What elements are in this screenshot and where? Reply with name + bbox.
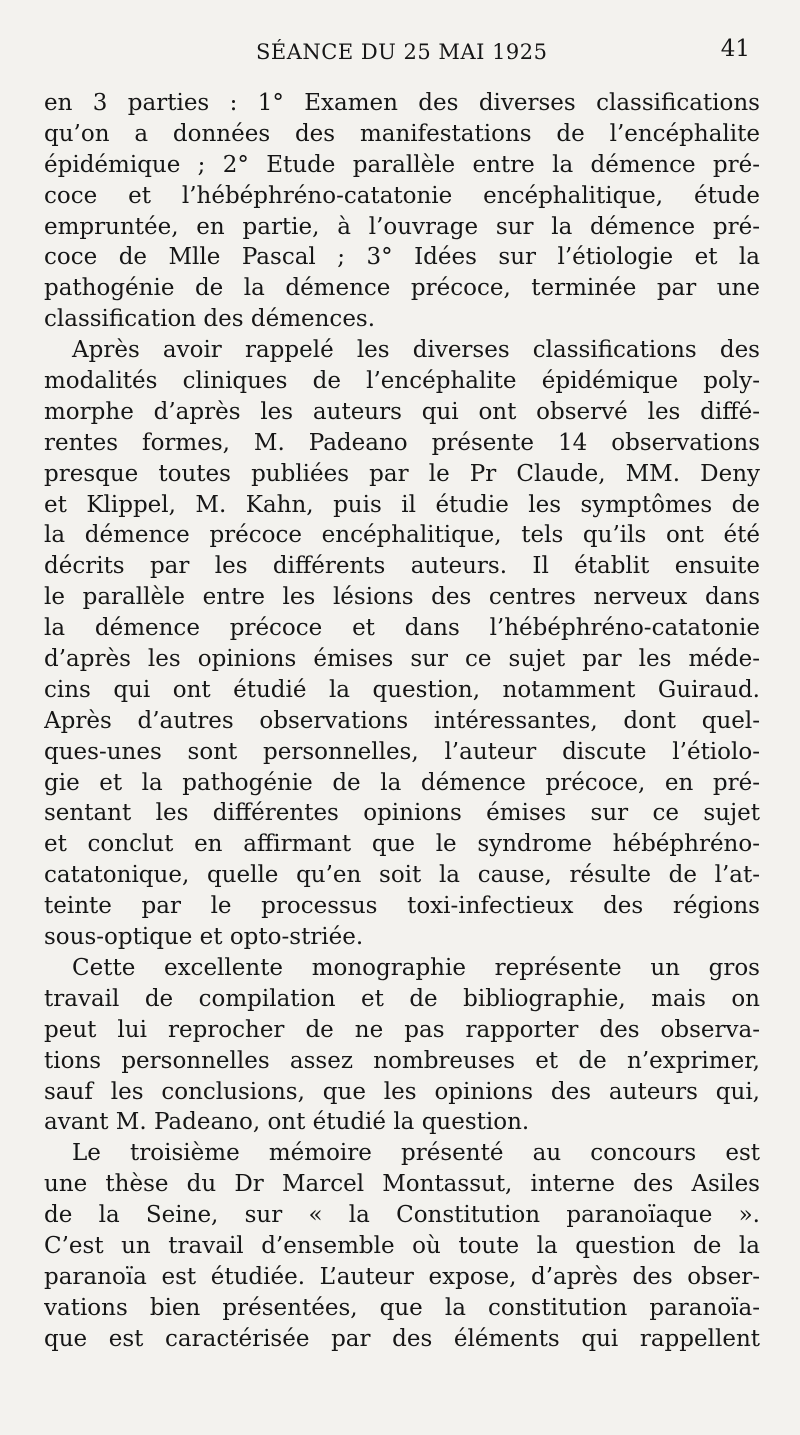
text-line: sous-optique et opto-striée.	[44, 924, 364, 951]
text-line: peut lui reprocher de ne pas rapporter des observa-	[44, 1016, 760, 1043]
text-line: que est caractérisée par des éléments qui rappellent	[44, 1325, 760, 1352]
text-line: C’est un travail d’ensemble où toute la question de la	[44, 1232, 760, 1259]
text-line: la démence précoce encéphalitique, tels qu’ils ont été	[44, 522, 760, 549]
text-line: gie et la pathogénie de la démence précoce, en pré-	[44, 769, 760, 796]
text-line: morphe d’après les auteurs qui ont observé les diffé-	[44, 398, 760, 425]
text-line: et conclut en affirmant que le syndrome hébéphréno-	[44, 831, 760, 858]
text-line: de la Seine, sur « la Constitution paranoïaque ».	[44, 1202, 760, 1229]
text-line: cins qui ont étudié la question, notamment Guiraud.	[44, 676, 760, 703]
text-line: Le troisième mémoire présenté au concours est	[72, 1140, 760, 1167]
page-number: 41	[720, 36, 750, 62]
text-line: pathogénie de la démence précoce, terminée par une	[44, 275, 760, 302]
text-line: Après avoir rappelé les diverses classifications des	[72, 337, 760, 364]
text-line: qu’on a données des manifestations de l’encéphalite	[44, 120, 760, 147]
text-line: sentant les différentes opinions émises sur ce sujet	[44, 800, 760, 827]
text-line: décrits par les différents auteurs. Il établit ensuite	[44, 553, 760, 580]
text-line: teinte par le processus toxi-infectieux des régions	[44, 893, 760, 920]
text-line: la démence précoce et dans l’hébéphréno-catatonie	[44, 615, 760, 642]
text-line: une thèse du Dr Marcel Montassut, interne des Asiles	[44, 1171, 760, 1198]
text-line: classification des démences.	[44, 306, 376, 333]
text-line: Après d’autres observations intéressantes, dont quel-	[44, 707, 760, 734]
text-line: d’après les opinions émises sur ce sujet par les méde-	[44, 646, 760, 673]
text-line: paranoïa est étudiée. L’auteur expose, d’après des obser-	[44, 1263, 760, 1290]
text-line: coce et l’hébéphréno-catatonie encéphalitique, étude	[44, 182, 760, 209]
text-line: ques-unes sont personnelles, l’auteur discute l’étiolo-	[44, 738, 760, 765]
text-line: modalités cliniques de l’encéphalite épidémique poly-	[44, 368, 760, 395]
text-line: épidémique ; 2° Etude parallèle entre la démence pré-	[44, 151, 760, 178]
text-line: travail de compilation et de bibliographie, mais on	[44, 985, 760, 1012]
text-line: empruntée, en partie, à l’ouvrage sur la démence pré-	[44, 213, 760, 240]
text-line: avant M. Padeano, ont étudié la question.	[44, 1109, 530, 1136]
page-header	[0, 36, 800, 76]
body-text	[44, 88, 760, 1355]
text-line: tions personnelles assez nombreuses et de n’exprimer,	[44, 1047, 760, 1074]
text-line: vations bien présentées, que la constitution paranoïa-	[44, 1294, 760, 1321]
text-line: sauf les conclusions, que les opinions des auteurs qui,	[44, 1078, 760, 1105]
text-line: coce de Mlle Pascal ; 3° Idées sur l’étiologie et la	[44, 244, 760, 271]
text-line: en 3 parties : 1° Examen des diverses classifications	[44, 90, 760, 116]
text-line: et Klippel, M. Kahn, puis il étudie les symptômes de	[44, 491, 760, 518]
text-line: catatonique, quelle qu’en soit la cause, résulte de l’at-	[44, 862, 760, 889]
text-line: presque toutes publiées par le Pr Claude, MM. Deny	[44, 460, 760, 487]
text-line: rentes formes, M. Padeano présente 14 observations	[44, 429, 760, 456]
running-head: SÉANCE DU 25 MAI 1925	[256, 40, 548, 64]
text-line: Cette excellente monographie représente un gros	[72, 954, 760, 981]
text-line: le parallèle entre les lésions des centres nerveux dans	[44, 584, 760, 611]
